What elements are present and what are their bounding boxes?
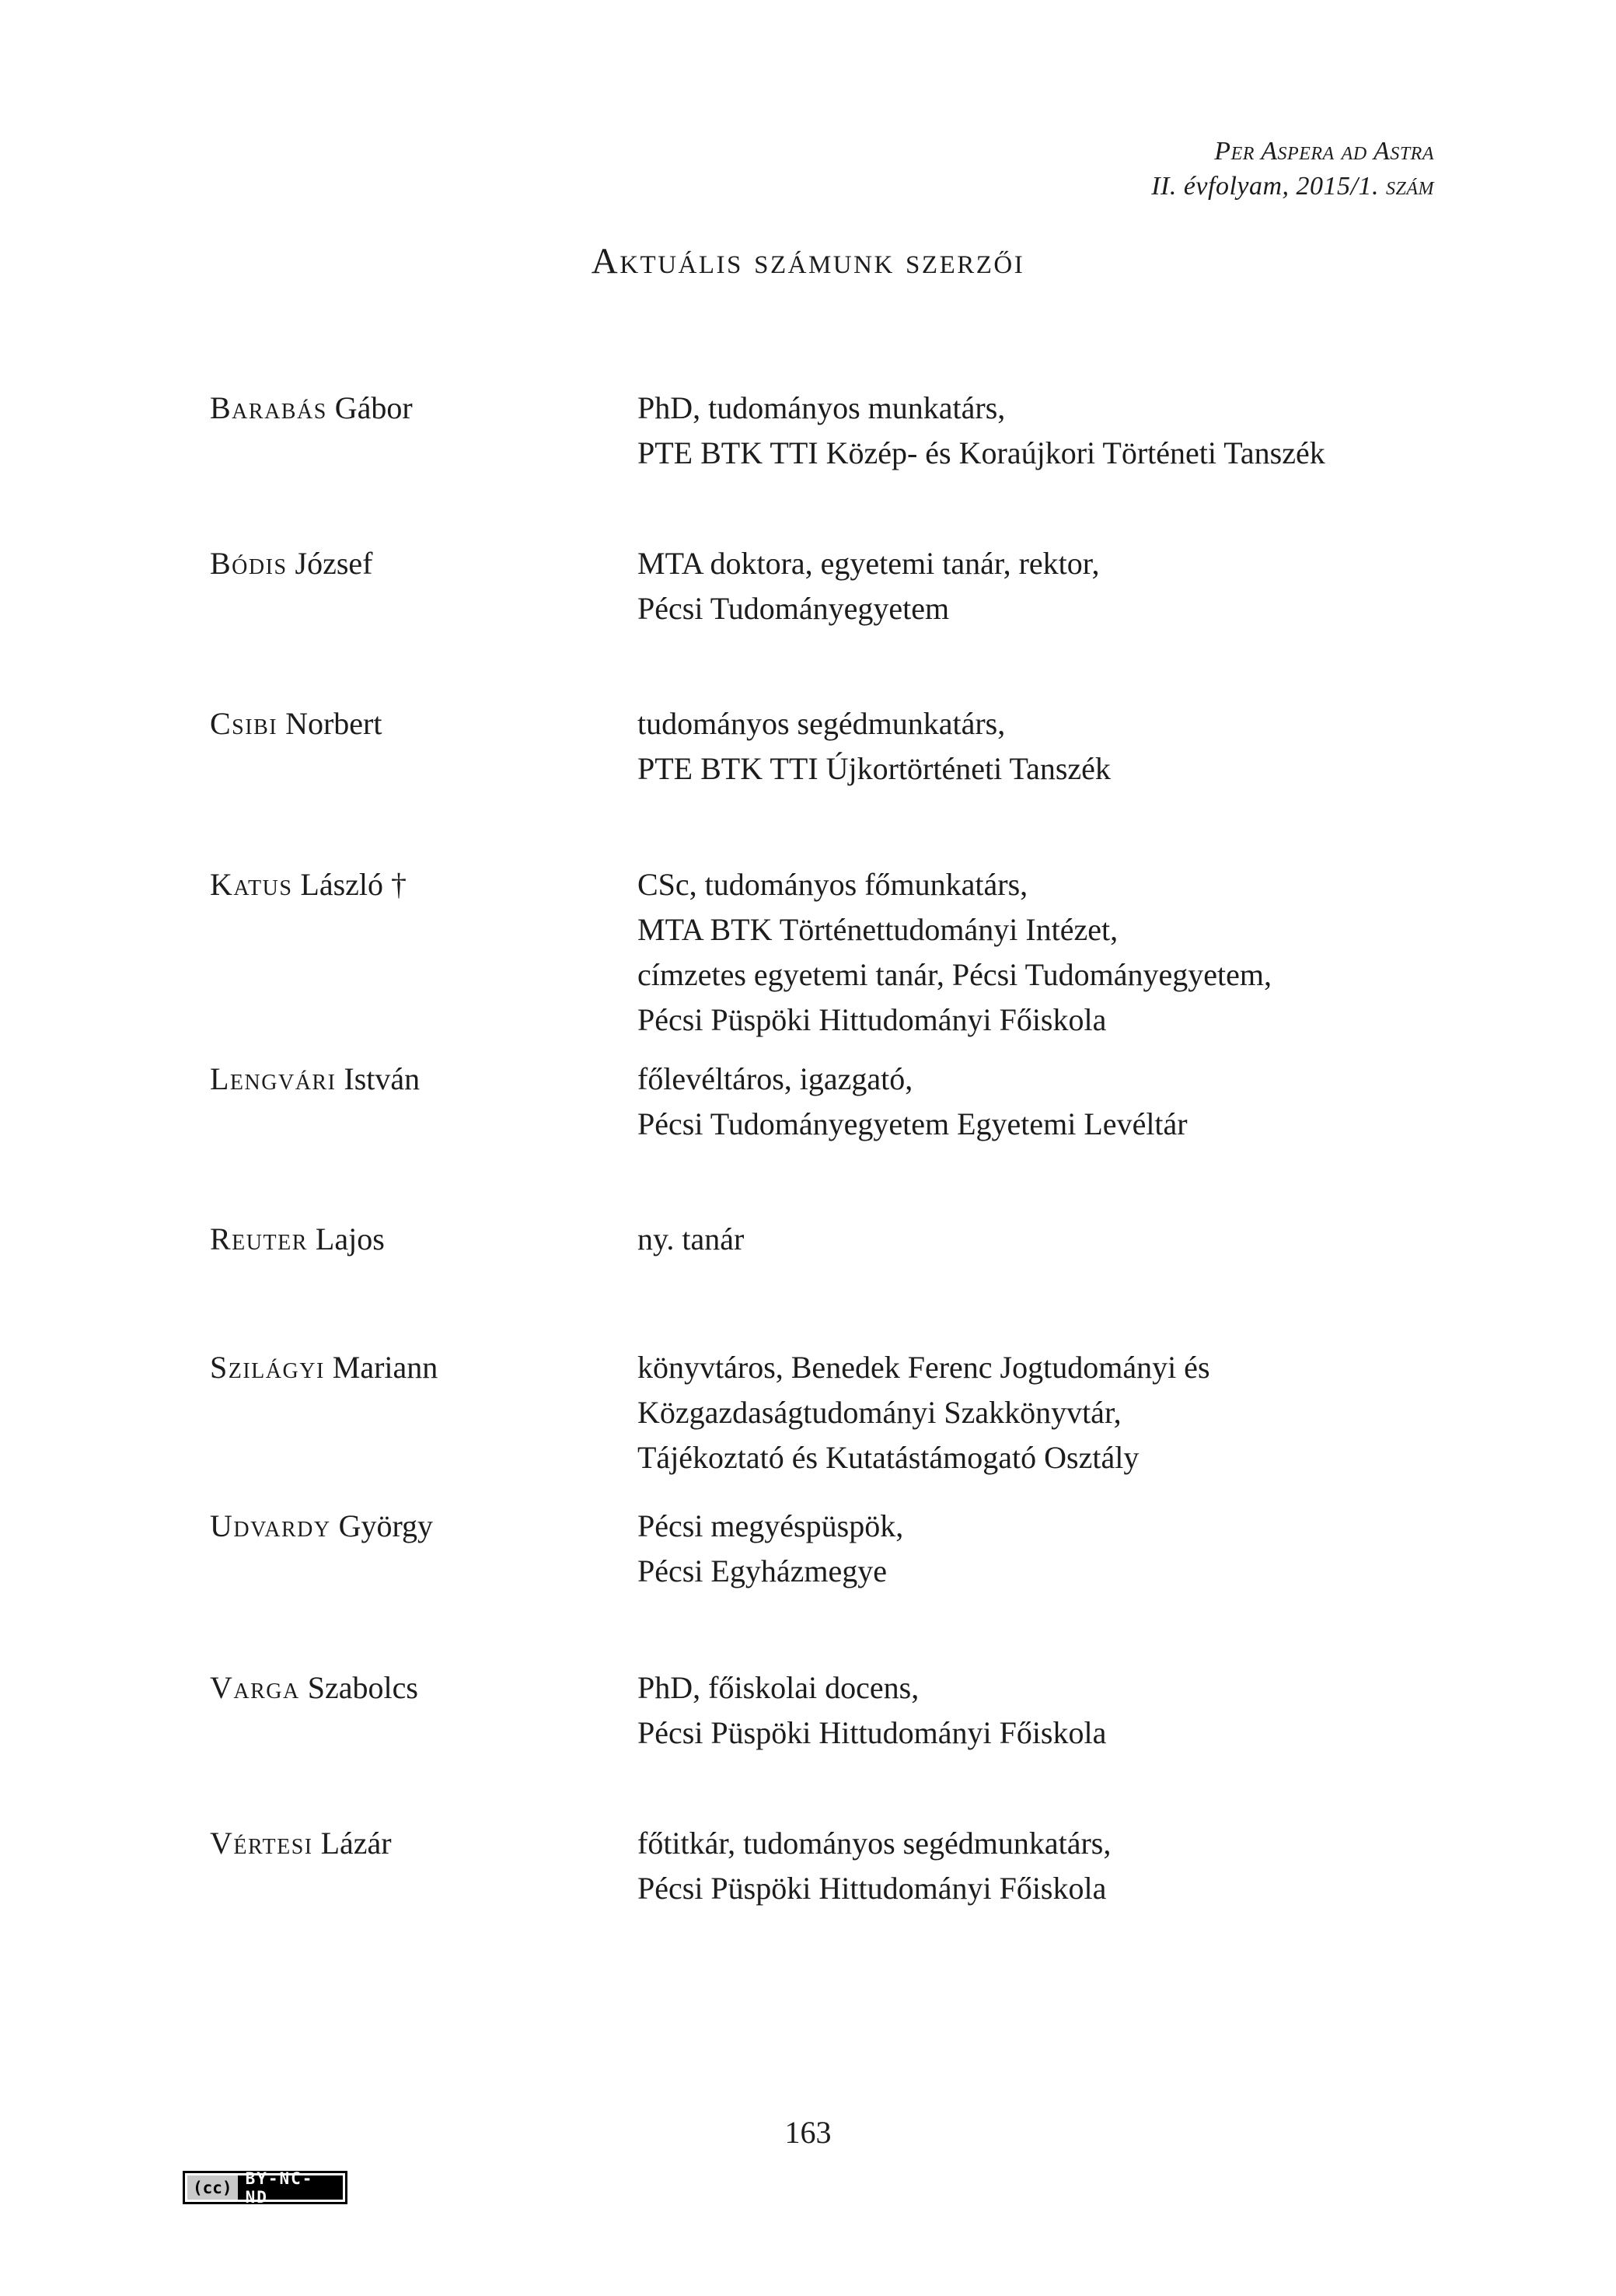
author-name: Szilágyi Mariann: [210, 1350, 438, 1385]
author-description: [637, 541, 1100, 631]
author-description: [637, 1821, 1111, 1911]
description-line: Tájékoztató és Kutatástámogató Osztály: [637, 1440, 1140, 1475]
author-description: [637, 1217, 744, 1262]
description-line: könyvtáros, Benedek Ferenc Jogtudományi és: [637, 1350, 1210, 1385]
description-line: Pécsi Püspöki Hittudományi Főiskola: [637, 1871, 1107, 1906]
author-name: Varga Szabolcs: [210, 1670, 418, 1705]
author-name: Barabás Gábor: [210, 390, 413, 425]
description-line: Pécsi Tudományegyetem: [637, 591, 950, 626]
author-name: Udvardy György: [210, 1508, 434, 1543]
description-line: Pécsi Püspöki Hittudományi Főiskola: [637, 1002, 1107, 1037]
page-number: 163: [784, 2115, 832, 2150]
author-name: Katus László †: [210, 867, 407, 902]
description-line: Közgazdaságtudományi Szakkönyvtár,: [637, 1395, 1122, 1430]
description-line: PhD, főiskolai docens,: [637, 1670, 920, 1705]
description-line: CSc, tudományos főmunkatárs,: [637, 867, 1028, 902]
journal-name: Per Aspera ad Astra: [1214, 137, 1434, 166]
description-line: Pécsi Tudományegyetem Egyetemi Levéltár: [637, 1106, 1188, 1141]
author-description: [637, 386, 1325, 476]
description-line: PhD, tudományos munkatárs,: [637, 390, 1006, 425]
author-description: [637, 862, 1272, 1043]
journal-header: [1151, 134, 1434, 204]
description-line: főtitkár, tudományos segédmunkatárs,: [637, 1826, 1112, 1861]
author-name: Lengvári István: [210, 1061, 421, 1096]
author-name: Csibi Norbert: [210, 706, 382, 741]
author-name: Vértesi Lázár: [210, 1826, 392, 1861]
description-line: Pécsi Egyházmegye: [637, 1553, 887, 1588]
cc-logo-icon: (cc): [187, 2175, 238, 2200]
description-line: PTE BTK TTI Közép- és Koraújkori Történeti Tanszék: [637, 435, 1325, 470]
deceased-dagger: †: [391, 867, 407, 902]
description-line: MTA BTK Történettudományi Intézet,: [637, 912, 1119, 947]
cc-badge-inner: [187, 2168, 343, 2207]
author-name: Reuter Lajos: [210, 1221, 385, 1256]
description-line: tudományos segédmunkatárs,: [637, 706, 1006, 741]
author-description: [637, 1057, 1188, 1147]
author-description: [637, 1665, 1106, 1756]
description-line: PTE BTK TTI Újkortörténeti Tanszék: [637, 751, 1111, 786]
author-name: Bódis József: [210, 546, 373, 581]
description-line: címzetes egyetemi tanár, Pécsi Tudományegyetem,: [637, 957, 1272, 992]
cc-license-badge[interactable]: [183, 2168, 347, 2207]
cc-license-label: BY-NC-ND: [245, 2168, 314, 2207]
description-line: Pécsi Püspöki Hittudományi Főiskola: [637, 1715, 1107, 1750]
page-title: Aktuális számunk szerzői: [591, 241, 1025, 281]
description-line: ny. tanár: [637, 1221, 745, 1256]
description-line: Pécsi megyéspüspök,: [637, 1508, 904, 1543]
author-description: [637, 701, 1111, 792]
issue-line: II. évfolyam, 2015/1. szám: [1151, 172, 1434, 201]
author-description: [637, 1504, 903, 1594]
description-line: MTA doktora, egyetemi tanár, rektor,: [637, 546, 1100, 581]
description-line: főlevéltáros, igazgató,: [637, 1061, 913, 1096]
author-description: [637, 1345, 1210, 1480]
